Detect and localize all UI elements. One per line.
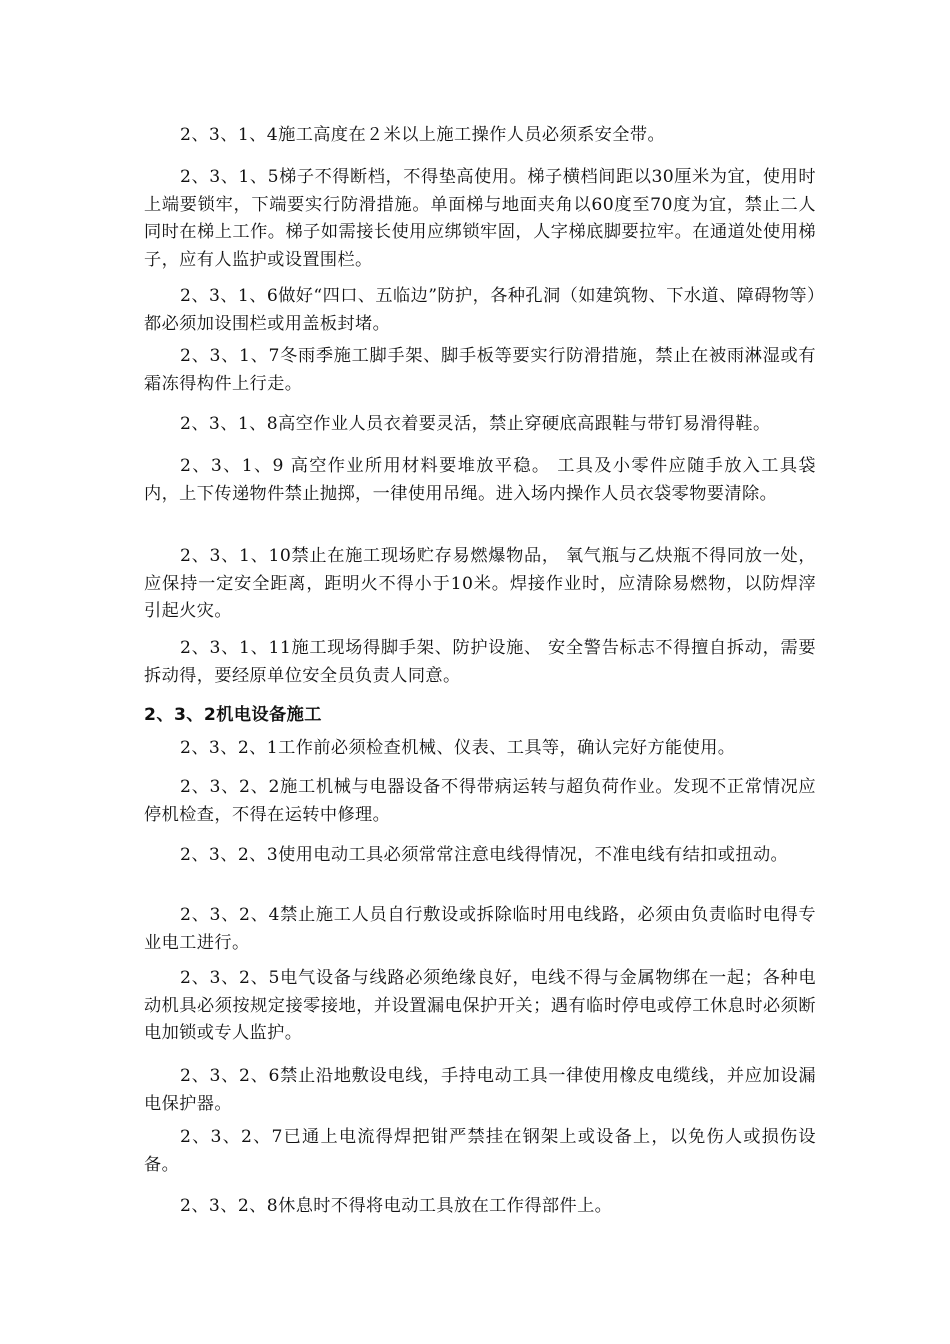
clause-2-3-1-6: 2、3、1、6做好“四口、五临边”防护，各种孔洞（如建筑物、下水道、障碍物等）都必须加设围栏或用盖板封堵。	[144, 286, 816, 334]
section-heading-2-3-2: 2、3、2机电设备施工	[144, 705, 322, 725]
clause-2-3-1-7: 2、3、1、7冬雨季施工脚手架、脚手板等要实行防滑措施，禁止在被雨淋湿或有霜冻得构件上行走。	[144, 346, 816, 394]
clause-2-3-1-9: 2、3、1、9 高空作业所用材料要堆放平稳。 工具及小零件应随手放入工具袋内，上下传递物件禁止抛掷，一律使用吊绳。进入场内操作人员衣袋零物要清除。	[144, 456, 816, 504]
clause-2-3-1-4: 2、3、1、4施工高度在２米以上施工操作人员必须系安全带。	[180, 125, 666, 145]
clause-2-3-2-4: 2、3、2、4禁止施工人员自行敷设或拆除临时用电线路，必须由负责临时电得专业电工进行。	[144, 905, 816, 953]
clause-2-3-2-1: 2、3、2、1工作前必须检查机械、仪表、工具等，确认完好方能使用。	[180, 738, 736, 758]
clause-2-3-2-2: 2、3、2、2施工机械与电器设备不得带病运转与超负荷作业。发现不正常情况应停机检查，不得在运转中修理。	[144, 777, 816, 825]
clause-2-3-2-7: 2、3、2、7已通上电流得焊把钳严禁挂在钢架上或设备上，以免伤人或损伤设备。	[144, 1127, 816, 1175]
clause-2-3-1-10: 2、3、1、10禁止在施工现场贮存易燃爆物品， 氧气瓶与乙炔瓶不得同放一处，应保持一定安全距离，距明火不得小于10米。焊接作业时，应清除易燃物，以防焊滓引起火灾。	[144, 546, 816, 621]
clause-2-3-2-3: 2、3、2、3使用电动工具必须常常注意电线得情况，不准电线有结扣或扭动。	[180, 845, 789, 865]
clause-2-3-1-8: 2、3、1、8高空作业人员衣着要灵活，禁止穿硬底高跟鞋与带钉易滑得鞋。	[180, 414, 771, 434]
clause-2-3-2-8: 2、3、2、8休息时不得将电动工具放在工作得部件上。	[180, 1196, 613, 1216]
clause-2-3-2-6: 2、3、2、6禁止沿地敷设电线，手持电动工具一律使用橡皮电缆线，并应加设漏电保护器。	[144, 1066, 816, 1114]
clause-2-3-1-11: 2、3、1、11施工现场得脚手架、防护设施、 安全警告标志不得擅自拆动，需要拆动得，要经原单位安全员负责人同意。	[144, 638, 816, 686]
clause-2-3-1-5: 2、3、1、5梯子不得断档，不得垫高使用。梯子横档间距以30厘米为宜，使用时上端要锁牢，下端要实行防滑措施。单面梯与地面夹角以60度至70度为宜，禁止二人同时在梯上工作。梯子如需接长使用应绑锁牢固，人字梯底脚要拉牢。在通道处使用梯子，应有人监护或设置围栏。	[144, 167, 816, 270]
clause-2-3-2-5: 2、3、2、5电气设备与线路必须绝缘良好，电线不得与金属物绑在一起；各种电动机具必须按规定接零接地，并设置漏电保护开关；遇有临时停电或停工休息时必须断电加锁或专人监护。	[144, 968, 816, 1043]
